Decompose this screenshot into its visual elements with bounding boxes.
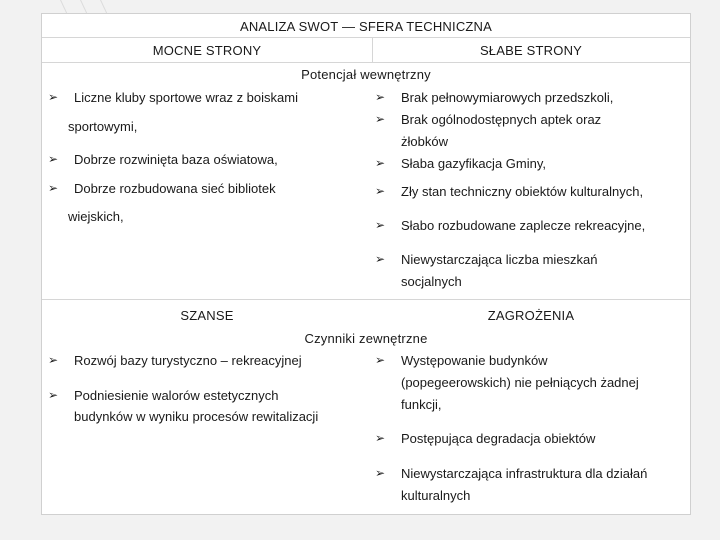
swot-document	[41, 13, 691, 515]
strength-item-1-line2: sportowymi,	[68, 119, 138, 134]
arrow-bullet-icon: ➢	[48, 152, 59, 166]
arrow-bullet-icon: ➢	[48, 388, 59, 402]
arrow-bullet-icon: ➢	[375, 112, 386, 126]
arrow-bullet-icon: ➢	[375, 90, 386, 104]
weakness-item-6-line1: Niewystarczająca liczba mieszkań	[401, 252, 598, 267]
opportunity-item-2-line2: budynków w wyniku procesów rewitalizacji	[74, 409, 319, 424]
weakness-item-3: Słaba gazyfikacja Gminy,	[401, 156, 546, 171]
arrow-bullet-icon: ➢	[48, 90, 59, 104]
external-section-label: Czynniki zewnętrzne	[304, 331, 428, 346]
threat-item-3-line1: Niewystarczająca infrastruktura dla działań	[401, 466, 648, 481]
threat-item-1-line2: (popegeerowskich) nie pełniących żadnej	[401, 375, 639, 390]
weakness-item-1: Brak pełnowymiarowych przedszkoli,	[401, 90, 614, 105]
strength-item-3-line1: Dobrze rozbudowana sieć bibliotek	[74, 181, 276, 196]
threat-item-3-line2: kulturalnych	[401, 488, 471, 503]
arrow-bullet-icon: ➢	[375, 431, 386, 445]
strengths-header: MOCNE STRONY	[152, 43, 262, 58]
arrow-bullet-icon: ➢	[375, 184, 386, 198]
arrow-bullet-icon: ➢	[375, 252, 386, 266]
weakness-item-2-line2: żłobków	[401, 134, 448, 149]
weaknesses-header: SŁABE STRONY	[479, 43, 583, 58]
weakness-item-6-line2: socjalnych	[401, 274, 462, 289]
threat-item-1-line1: Występowanie budynków	[401, 353, 548, 368]
weakness-item-4: Zły stan techniczny obiektów kulturalnych,	[401, 184, 644, 199]
strength-item-2: Dobrze rozwinięta baza oświatowa,	[74, 152, 278, 167]
weakness-item-5: Słabo rozbudowane zaplecze rekreacyjne,	[401, 218, 646, 233]
opportunity-item-1: Rozwój bazy turystyczno – rekreacyjnej	[74, 353, 302, 368]
internal-section-label: Potencjał wewnętrzny	[301, 67, 431, 82]
threat-item-2: Postępująca degradacja obiektów	[401, 431, 596, 446]
internal-bottom-border	[42, 14, 690, 300]
page-title: ANALIZA SWOT — SFERA TECHNICZNA	[239, 19, 493, 34]
arrow-bullet-icon: ➢	[48, 353, 59, 367]
threats-header: ZAGROŻENIA	[487, 308, 575, 323]
strength-item-3-line2: wiejskich,	[68, 209, 124, 224]
strength-item-1-line1: Liczne kluby sportowe wraz z boiskami	[74, 90, 298, 105]
opportunities-header: SZANSE	[180, 308, 234, 323]
arrow-bullet-icon: ➢	[375, 218, 386, 232]
arrow-bullet-icon: ➢	[375, 156, 386, 170]
arrow-bullet-icon: ➢	[48, 181, 59, 195]
threat-item-1-line3: funkcji,	[401, 397, 442, 412]
opportunity-item-2-line1: Podniesienie walorów estetycznych	[74, 388, 279, 403]
arrow-bullet-icon: ➢	[375, 466, 386, 480]
arrow-bullet-icon: ➢	[375, 353, 386, 367]
weakness-item-2-line1: Brak ogólnodostępnych aptek oraz	[401, 112, 602, 127]
